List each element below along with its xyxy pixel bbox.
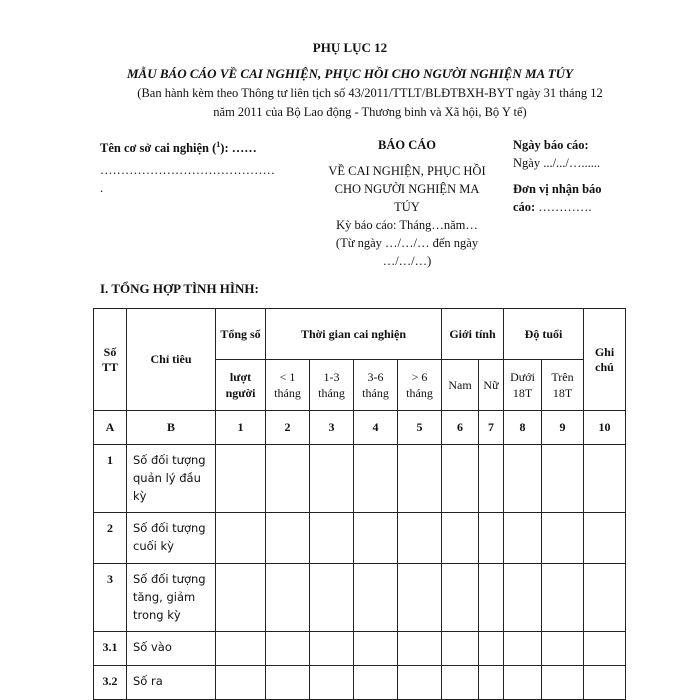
- report-meta-block: [513, 136, 643, 216]
- data-cell[interactable]: [266, 666, 310, 700]
- data-cell[interactable]: [398, 513, 442, 564]
- report-heading-block: [312, 136, 502, 270]
- code-cell: 7: [479, 411, 504, 445]
- data-cell[interactable]: [266, 513, 310, 564]
- code-cell: 4: [354, 411, 398, 445]
- recipient-label-1: Đơn vị nhận báo: [513, 182, 602, 196]
- row-label: Số ra: [127, 666, 216, 700]
- sub-female: Nữ: [479, 360, 504, 411]
- data-cell[interactable]: [442, 564, 479, 632]
- data-cell[interactable]: [542, 445, 584, 513]
- code-cell: 8: [504, 411, 542, 445]
- data-cell[interactable]: [584, 666, 626, 700]
- table-row: [94, 513, 626, 564]
- data-cell[interactable]: [542, 666, 584, 700]
- data-cell[interactable]: [216, 445, 266, 513]
- data-cell[interactable]: [584, 513, 626, 564]
- issued-line-1: (Ban hành kèm theo Thông tư liên tịch số 43/2011/TTLT/BLĐTBXH-BYT ngày 31 tháng 12: [137, 86, 603, 100]
- row-number: 3.1: [94, 632, 127, 666]
- table-row: [94, 666, 626, 700]
- report-topic-line-2: CHO NGƯỜI NGHIỆN MA: [334, 182, 480, 196]
- data-cell[interactable]: [216, 564, 266, 632]
- header-tong: Tổng số: [216, 309, 266, 360]
- sub-1-3-months: 1-3 tháng: [310, 360, 354, 411]
- sub-under-1-month: < 1 tháng: [266, 360, 310, 411]
- data-cell[interactable]: [584, 564, 626, 632]
- header-dotuoi: Độ tuổi: [504, 309, 584, 360]
- code-cell: 9: [542, 411, 584, 445]
- data-cell[interactable]: [504, 632, 542, 666]
- row-label: Số vào: [127, 632, 216, 666]
- header-luotnguoi: lượt người: [216, 360, 266, 411]
- table-row: [94, 632, 626, 666]
- recipient-line: cáo: ………….: [513, 200, 592, 214]
- row-number: 1: [94, 445, 127, 513]
- form-subtitle: MẪU BÁO CÁO VỀ CAI NGHIỆN, PHỤC HỒI CHO NGƯỜI NGHIỆN MA TÚY: [126, 66, 573, 81]
- data-cell[interactable]: [354, 513, 398, 564]
- report-date-value: Ngày .../.../…......: [513, 156, 601, 170]
- sub-3-6-months: 3-6 tháng: [354, 360, 398, 411]
- code-cell: 3: [310, 411, 354, 445]
- data-cell[interactable]: [542, 564, 584, 632]
- data-cell[interactable]: [310, 632, 354, 666]
- recipient-dots: ………….: [538, 200, 592, 214]
- sub-male: Nam: [442, 360, 479, 411]
- report-period: Kỳ báo cáo: Tháng…năm…: [336, 218, 478, 232]
- data-cell[interactable]: [398, 632, 442, 666]
- header-stt: Số TT: [94, 309, 127, 411]
- facility-label: Tên cơ sở cai nghiện ($^1$): ……: [100, 140, 257, 156]
- data-cell[interactable]: [542, 513, 584, 564]
- data-cell[interactable]: [442, 445, 479, 513]
- header-gioitinh: Giới tính: [442, 309, 504, 360]
- data-cell[interactable]: [442, 666, 479, 700]
- data-cell[interactable]: [266, 632, 310, 666]
- code-cell: 6: [442, 411, 479, 445]
- row-label: Số đối tượng tăng, giảm trong kỳ: [127, 564, 216, 632]
- code-cell: A: [94, 411, 127, 445]
- data-cell[interactable]: [216, 666, 266, 700]
- row-label: Số đối tượng quản lý đầu kỳ: [127, 445, 216, 513]
- data-cell[interactable]: [354, 666, 398, 700]
- report-date-label: Ngày báo cáo:: [513, 138, 589, 152]
- appendix-title: PHỤ LỤC 12: [312, 40, 388, 55]
- header-chitieu: Chỉ tiêu: [127, 309, 216, 411]
- header-thoigian: Thời gian cai nghiện: [266, 309, 442, 360]
- sub-under-18: Dưới 18T: [504, 360, 542, 411]
- data-cell[interactable]: [216, 513, 266, 564]
- facility-dots-end: .: [100, 181, 104, 196]
- facility-block: [100, 136, 305, 197]
- code-cell: B: [127, 411, 216, 445]
- data-cell[interactable]: [266, 445, 310, 513]
- data-cell[interactable]: [479, 666, 504, 700]
- row-number: 2: [94, 513, 127, 564]
- table-row: [94, 445, 626, 513]
- table-row: [94, 564, 626, 632]
- data-cell[interactable]: [354, 445, 398, 513]
- code-cell: 1: [216, 411, 266, 445]
- table-code-row: [94, 411, 626, 445]
- issued-note: [100, 84, 640, 122]
- data-cell[interactable]: [354, 632, 398, 666]
- data-cell[interactable]: [584, 445, 626, 513]
- code-cell: 5: [398, 411, 442, 445]
- data-cell[interactable]: [479, 445, 504, 513]
- data-cell[interactable]: [504, 513, 542, 564]
- report-range-2: …/…/…): [382, 254, 432, 268]
- data-cell[interactable]: [216, 632, 266, 666]
- issued-line-2: năm 2011 của Bộ Lao động - Thương binh và Xã hội, Bộ Y tế): [213, 105, 527, 119]
- data-cell[interactable]: [310, 445, 354, 513]
- data-cell[interactable]: [504, 666, 542, 700]
- sub-over-18: Trên 18T: [542, 360, 584, 411]
- code-cell: 2: [266, 411, 310, 445]
- data-cell[interactable]: [354, 564, 398, 632]
- row-number: 3: [94, 564, 127, 632]
- data-cell[interactable]: [442, 632, 479, 666]
- summary-table: [93, 308, 626, 700]
- report-heading: BÁO CÁO: [378, 138, 436, 152]
- data-cell[interactable]: [479, 564, 504, 632]
- code-cell: 10: [584, 411, 626, 445]
- data-cell[interactable]: [479, 513, 504, 564]
- data-cell[interactable]: [504, 564, 542, 632]
- data-cell[interactable]: [542, 632, 584, 666]
- report-topic-line-1: VỀ CAI NGHIỆN, PHỤC HỒI: [328, 164, 486, 178]
- data-cell[interactable]: [266, 564, 310, 632]
- row-number: 3.2: [94, 666, 127, 700]
- report-topic-line-3: TÚY: [394, 200, 420, 214]
- data-cell[interactable]: [310, 666, 354, 700]
- data-cell[interactable]: [584, 632, 626, 666]
- facility-dots: ……………………………………: [100, 163, 275, 178]
- table-header-row-1: [94, 309, 626, 360]
- data-cell[interactable]: [310, 564, 354, 632]
- data-cell[interactable]: [310, 513, 354, 564]
- section-title: I. TỔNG HỢP TÌNH HÌNH:: [100, 281, 259, 296]
- report-range-1: (Từ ngày …/…/… đến ngày: [335, 236, 479, 250]
- data-cell[interactable]: [398, 666, 442, 700]
- data-cell[interactable]: [504, 445, 542, 513]
- header-ghichu: Ghi chú: [584, 309, 626, 411]
- sub-over-6-months: > 6 tháng: [398, 360, 442, 411]
- data-cell[interactable]: [479, 632, 504, 666]
- data-cell[interactable]: [398, 564, 442, 632]
- data-cell[interactable]: [442, 513, 479, 564]
- row-label: Số đối tượng cuối kỳ: [127, 513, 216, 564]
- data-cell[interactable]: [398, 445, 442, 513]
